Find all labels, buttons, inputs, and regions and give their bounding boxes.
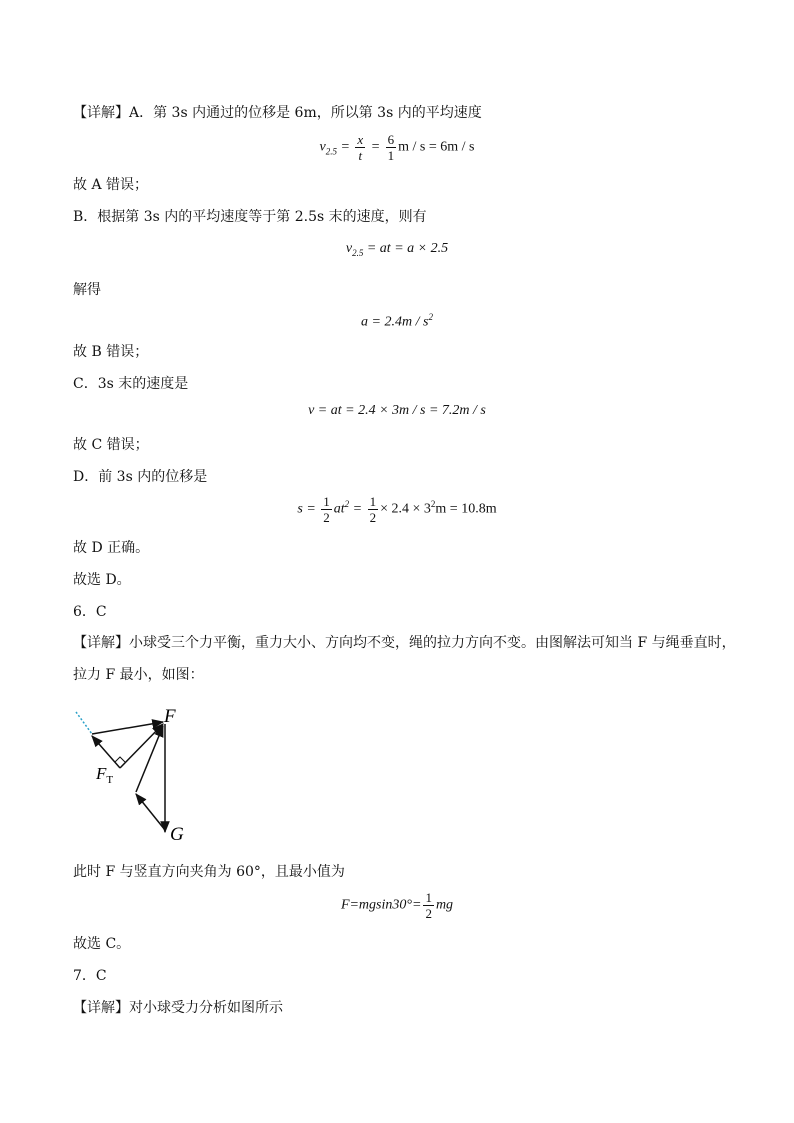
line-q6-detail-2: 拉力 F 最小，如图：: [73, 667, 204, 683]
line-a-result: 故 A 错误；: [73, 177, 149, 193]
line-q6-after: 此时 F 与竖直方向夹角为 60°，且最小值为: [73, 864, 345, 880]
fraction-half-1: $\frac{1}{2}$: [323, 494, 330, 525]
label-FT: $F_T$: [96, 764, 114, 786]
formula-v25: $v_{2.5}$ = at = a × 2.5: [345, 241, 449, 258]
line-q6-detail-1: 【详解】小球受三个力平衡，重力大小、方向均不变，绳的拉力方向不变。由图解法可知当 F 与绳垂直时，: [73, 635, 736, 651]
formula-a: $a = 2.4m / s^2$: [361, 312, 433, 330]
right-angle-mark: [115, 757, 125, 762]
line-q7-detail: 【详解】对小球受力分析如图所示: [73, 1000, 283, 1016]
line-c-intro: C．3s 末的速度是: [73, 376, 189, 392]
label-G: G: [170, 824, 184, 845]
line-b-intro: B．根据第 3s 内的平均速度等于第 2.5s 末的速度，则有: [73, 209, 427, 225]
fraction-half-2: $\frac{1}{2}$: [369, 494, 377, 525]
formula-v: v = at = 2.4 × 3m / s = 7.2m / s: [308, 403, 486, 418]
fraction-6-1: $\frac{6}{1}$: [387, 132, 395, 163]
line-d-result: 故 D 正确。: [73, 540, 150, 556]
arrow-FT-lower: [136, 794, 165, 830]
line-q7-number: 7．C: [73, 968, 107, 984]
line-d-intro: D．前 3s 内的位移是: [73, 469, 208, 485]
arrow-F-min: [120, 724, 163, 768]
line-q6-answer: 故选 C。: [73, 936, 131, 952]
line-b-solve: 解得: [73, 282, 101, 298]
line-q6-number: 6．C: [73, 604, 107, 620]
label-F: F: [164, 706, 176, 727]
line-a-detail: 【详解】A．第 3s 内通过的位移是 6m，所以第 3s 内的平均速度: [73, 105, 482, 121]
arrow-F-mid: [136, 726, 163, 792]
rope-dashed-line: [76, 712, 92, 734]
fraction-half-3: $\frac{1}{2}$: [425, 890, 432, 921]
formula-s: s = $\frac{1}{2}$ $at^2$ = $\frac{1}{2}$ × $2.4 \times 3^2m = 10.8m$: [297, 494, 497, 525]
formula-v-avg: $v_{2.5}$ = $\frac{x}{t}$ = $\frac{6}{1}$ m / s = 6m / s: [319, 132, 475, 163]
line-b-result: 故 B 错误；: [73, 344, 149, 360]
line-q5-answer: 故选 D。: [73, 572, 131, 588]
formula-F-min: F=mgsin30°= $\frac{1}{2}$ mg: [340, 890, 454, 921]
fraction-x-t: $\frac{x}{t}$: [357, 132, 364, 163]
line-c-result: 故 C 错误；: [73, 437, 149, 453]
arrow-F-top: [92, 722, 163, 734]
force-diagram: [70, 700, 210, 845]
